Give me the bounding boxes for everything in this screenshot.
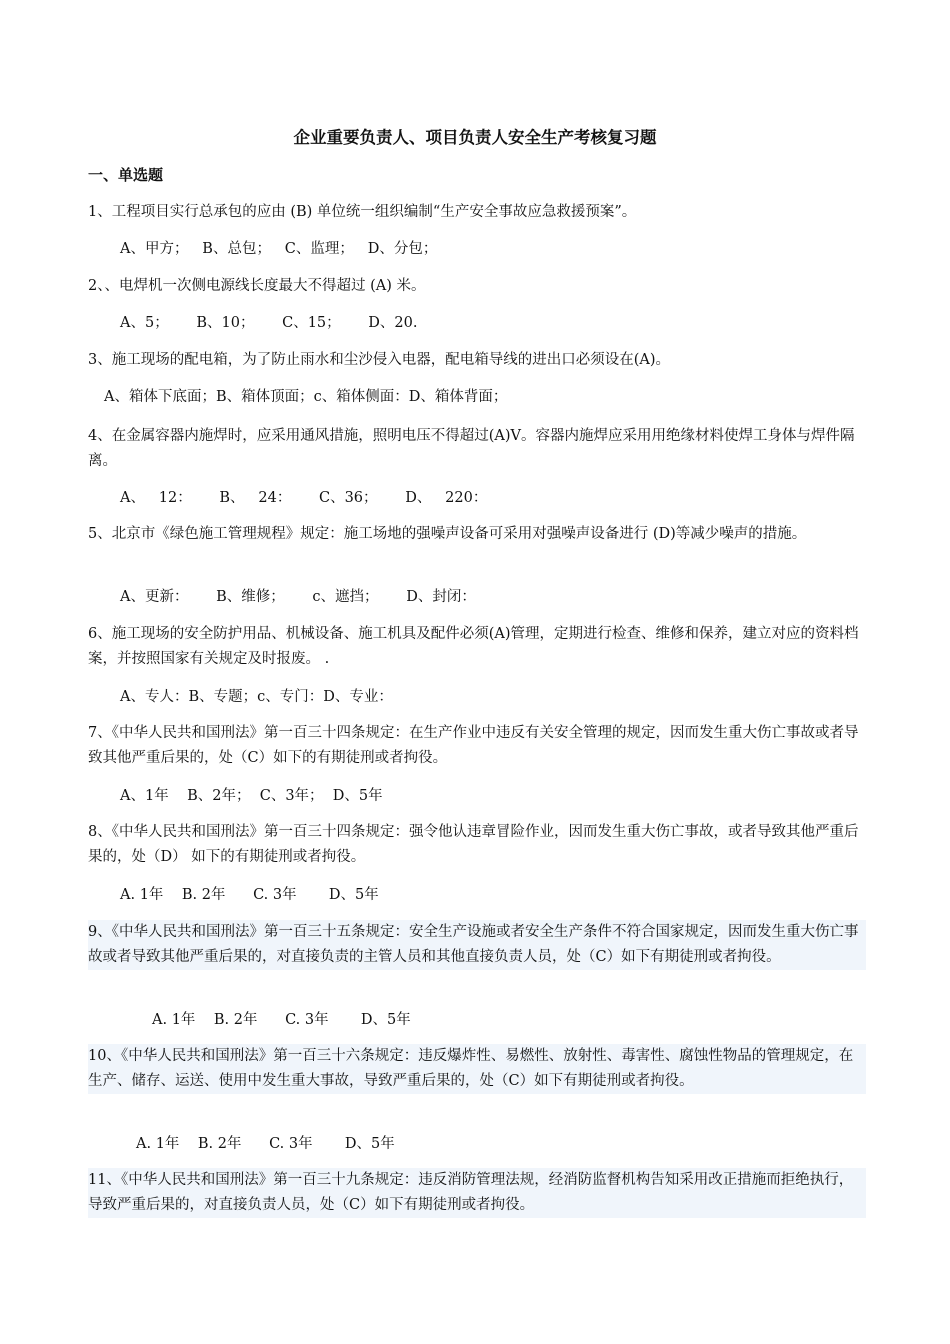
- question-10: 10、《中华人民共和国刑法》第一百三十六条规定：违反爆炸性、易燃性、放射性、毒害性、腐蚀性物品的管理规定，在生产、储存、运送、使用中发生重大事故，导致严重后果的，处（C）如下有期徒刑或者拘役。: [88, 1044, 866, 1094]
- question-7: 7、《中华人民共和国刑法》第一百三十四条规定：在生产作业中违反有关安全管理的规定，因而发生重大伤亡事故或者导致其他严重后果的，处（C）如下的有期徒刑或者拘役。: [88, 725, 859, 766]
- question-6-options: A、专人：B、专题；c、专门：D、专业：: [120, 689, 393, 705]
- question-7-options: A、1年 B、2年； C、3年； D、5年: [120, 788, 383, 804]
- question-4-options: A、 12： B、 24： C、36； D、 220：: [120, 490, 488, 506]
- question-4: 4、在金属容器内施焊时，应采用通风措施，照明电压不得超过(A)V。容器内施焊应采用用绝缘材料使焊工身体与焊件隔离。: [88, 428, 855, 469]
- section-heading: 一、单选题: [88, 166, 164, 184]
- question-1-options: A、甲方； B、总包； C、监理； D、分包；: [120, 241, 438, 257]
- question-11: 11、《中华人民共和国刑法》第一百三十九条规定：违反消防管理法规，经消防监督机构告知采用改正措施而拒绝执行，导致严重后果的，对直接负责人员，处（C）如下有期徒刑或者拘役。: [88, 1168, 866, 1218]
- question-9: 9、《中华人民共和国刑法》第一百三十五条规定：安全生产设施或者安全生产条件不符合国家规定，因而发生重大伤亡事故或者导致其他严重后果的，对直接负责的主管人员和其他直接负责人员，处（C）如下有期徒刑或者拘役。: [88, 920, 866, 970]
- question-1: 1、工程项目实行总承包的应由 (B) 单位统一组织编制“生产安全事故应急救援预案”。: [88, 204, 637, 220]
- question-10-options: A. 1年 B. 2年 C. 3年 D、5年: [136, 1136, 395, 1152]
- question-5-options: A、更新： B、维修； c、遮挡； D、封闭：: [120, 589, 476, 605]
- question-6: 6、施工现场的安全防护用品、机械设备、施工机具及配件必须(A)管理，定期进行检查、维修和保养，建立对应的资料档案，并按照国家有关规定及时报废。 .: [88, 626, 859, 667]
- question-8-options: A. 1年 B. 2年 C. 3年 D、5年: [120, 887, 379, 903]
- document-title: 企业重要负责人、项目负责人安全生产考核复习题: [293, 128, 657, 147]
- question-3: 3、施工现场的配电箱，为了防止雨水和尘沙侵入电器，配电箱导线的进出口必须设在(A)。: [88, 352, 671, 368]
- question-2-options: A、5； B、10； C、15； D、20.: [120, 315, 418, 331]
- question-5: 5、北京市《绿色施工管理规程》规定：施工场地的强噪声设备可采用对强噪声设备进行 (D)等减少噪声的措施。: [88, 526, 807, 542]
- question-9-options: A. 1年 B. 2年 C. 3年 D、5年: [152, 1012, 411, 1028]
- question-8: 8、《中华人民共和国刑法》第一百三十四条规定：强令他认违章冒险作业，因而发生重大伤亡事故，或者导致其他严重后果的，处（D） 如下的有期徒刑或者拘役。: [88, 824, 859, 865]
- question-3-options: A、箱体下底面；B、箱体顶面；c、箱体侧面：D、箱体背面；: [104, 389, 508, 405]
- question-2: 2、、电焊机一次侧电源线长度最大不得超过 (A) 米。: [88, 278, 426, 294]
